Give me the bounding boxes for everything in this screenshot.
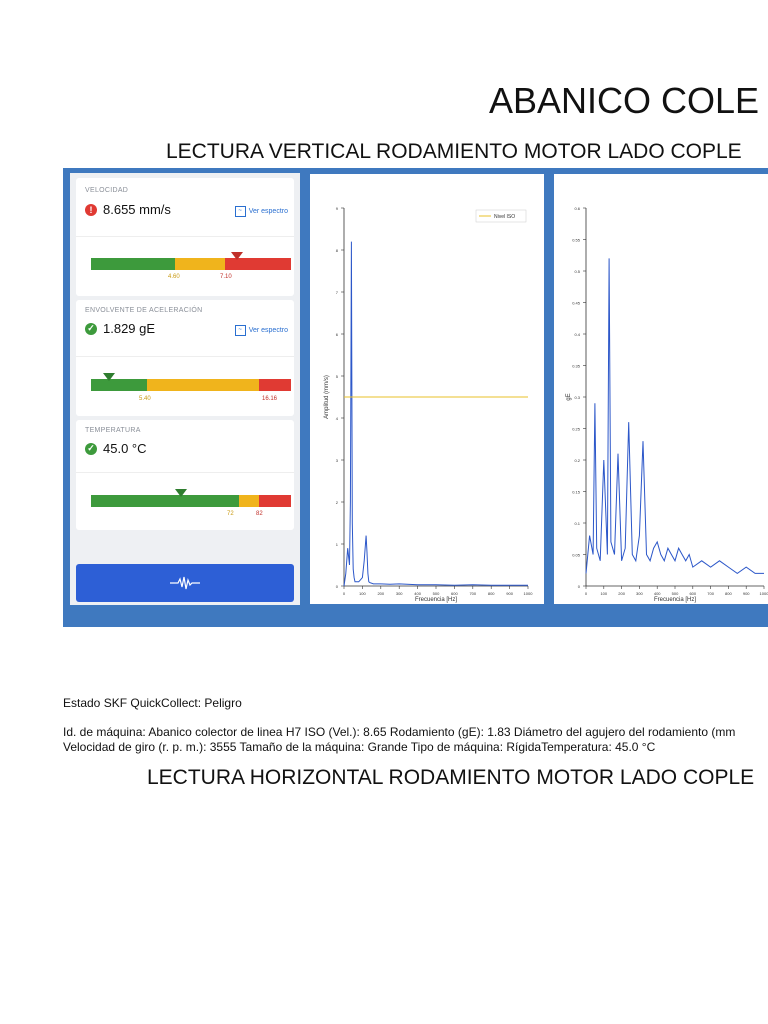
velocity-value: 8.655 mm/s — [103, 202, 171, 217]
spectrum-icon: ~ — [235, 325, 246, 336]
divider — [76, 472, 294, 473]
x-tick-label: 0 — [584, 591, 588, 596]
alert-icon: ! — [85, 204, 97, 216]
status-line: Estado SKF QuickCollect: Peligro — [63, 696, 242, 710]
y-tick-label: 0.25 — [572, 426, 580, 432]
x-tick-label: 100 — [600, 591, 608, 596]
app-panel — [70, 173, 300, 605]
y-tick-label: 0.45 — [572, 300, 580, 306]
temperature-threshold-low: 72 — [227, 511, 234, 517]
envelope-value: 1.829 gE — [103, 321, 156, 336]
spectrum-line — [586, 258, 764, 573]
check-icon: ✓ — [85, 443, 97, 455]
x-tick-label: 600 — [451, 591, 458, 596]
temperature-value: 45.0 °C — [103, 441, 147, 456]
page-title: ABANICO COLE — [489, 80, 760, 121]
x-tick-label: 800 — [487, 591, 495, 596]
envelope-gauge-bar — [91, 379, 291, 391]
y-tick-label: 0.4 — [574, 332, 580, 337]
divider — [76, 236, 294, 237]
velocity-spectrum-link[interactable] — [235, 206, 288, 217]
envelope-threshold-low: 5.40 — [139, 396, 151, 402]
envelope-spectrum-link[interactable] — [235, 325, 288, 336]
y-tick-label: 0.5 — [574, 269, 580, 274]
divider — [76, 356, 294, 357]
y-tick-label: 0.6 — [574, 206, 580, 211]
y-tick-label: 2 — [335, 500, 338, 505]
velocity-threshold-high: 7.10 — [220, 274, 232, 280]
y-tick-label: 0.35 — [572, 363, 580, 369]
spectrum-icon: ~ — [235, 206, 246, 217]
y-tick-label: 9 — [335, 206, 338, 211]
envelope-label: ENVOLVENTE DE ACELERACIÓN — [85, 307, 203, 314]
x-tick-label: 600 — [689, 591, 697, 596]
spectrum-line — [344, 242, 528, 586]
section-title-vertical: LECTURA VERTICAL RODAMIENTO MOTOR LADO COPLE — [166, 140, 742, 163]
velocity-threshold-low: 4.60 — [168, 274, 180, 280]
envelope-marker — [103, 373, 115, 381]
x-tick-label: 100 — [359, 591, 366, 596]
temperature-marker — [175, 489, 187, 497]
x-tick-label: 200 — [377, 591, 385, 596]
y-tick-label: 0.55 — [572, 237, 580, 243]
temperature-gauge-bar — [91, 495, 291, 507]
legend-label: Nivel ISO — [494, 214, 516, 220]
screenshot-frame — [63, 168, 768, 627]
waveform-icon — [170, 575, 200, 591]
y-tick-label: 0.05 — [572, 552, 580, 558]
velocity-spectrum-chart — [310, 174, 544, 604]
x-tick-label: 900 — [742, 591, 750, 596]
y-tick-label: 6 — [335, 332, 338, 337]
envelope-reading — [85, 321, 155, 336]
y-tick-label: 5 — [335, 374, 338, 379]
x-tick-label: 1000 — [523, 591, 533, 596]
section-title-horizontal: LECTURA HORIZONTAL RODAMIENTO MOTOR LADO COPLE — [147, 766, 755, 789]
details-line-1: Id. de máquina: Abanico colector de linea H7 ISO (Vel.): 8.65 Rodamiento (gE): 1.83 Diámetro del agujero del rodamiento (mm — [63, 725, 736, 739]
velocity-reading — [85, 202, 171, 217]
temperature-threshold-high: 82 — [256, 511, 263, 517]
x-tick-label: 500 — [671, 591, 679, 596]
y-tick-label: 0.2 — [574, 458, 580, 463]
velocity-link-label: Ver espectro — [248, 208, 288, 215]
velocity-marker — [231, 252, 243, 260]
x-tick-label: 700 — [469, 591, 477, 596]
x-axis-label: Frecuencia [Hz] — [653, 597, 697, 603]
y-tick-label: 7 — [335, 290, 338, 295]
x-tick-label: 400 — [653, 591, 661, 596]
waveform-button[interactable] — [76, 564, 294, 602]
y-axis-label: Amplitud (mm/s) — [324, 375, 330, 419]
temperature-reading — [85, 441, 147, 456]
details-line-2: Velocidad de giro (r. p. m.): 3555 Tamaño de la máquina: Grande Tipo de máquina: RígidaTemperatura: 45.0 °C — [63, 740, 656, 754]
x-tick-label: 300 — [395, 591, 403, 596]
x-tick-label: 900 — [506, 591, 513, 596]
velocity-label: VELOCIDAD — [85, 187, 129, 194]
envelope-link-label: Ver espectro — [248, 327, 288, 334]
y-tick-label: 0.3 — [574, 395, 580, 400]
velocity-spectrum-svg — [310, 174, 544, 604]
y-tick-label: 0 — [335, 584, 338, 589]
y-tick-label: 0.1 — [574, 521, 580, 526]
temperature-label: TEMPERATURA — [85, 427, 141, 434]
x-tick-label: 700 — [707, 591, 714, 596]
velocity-card[interactable] — [76, 178, 294, 296]
temperature-card[interactable] — [76, 420, 294, 530]
y-tick-label: 0.15 — [572, 489, 580, 495]
y-tick-label: 4 — [335, 416, 338, 421]
envelope-threshold-high: 16.16 — [262, 396, 278, 402]
x-tick-label: 200 — [618, 591, 625, 596]
envelope-card[interactable] — [76, 300, 294, 416]
velocity-gauge-bar — [91, 258, 291, 270]
x-tick-label: 0 — [342, 591, 346, 596]
x-tick-label: 500 — [432, 591, 440, 596]
x-tick-label: 300 — [636, 591, 643, 596]
legend — [476, 210, 526, 222]
envelope-spectrum-chart — [554, 174, 768, 604]
x-axis-label: Frecuencia [Hz] — [414, 597, 458, 603]
y-axis-label: gE — [566, 393, 572, 401]
y-tick-label: 8 — [335, 248, 338, 253]
y-tick-label: 0 — [577, 584, 580, 589]
x-tick-label: 400 — [414, 591, 421, 596]
y-tick-label: 3 — [335, 458, 338, 463]
envelope-spectrum-svg — [554, 174, 768, 604]
y-tick-label: 1 — [335, 542, 338, 547]
check-icon: ✓ — [85, 323, 97, 335]
x-tick-label: 800 — [725, 591, 732, 596]
x-tick-label: 1000 — [759, 591, 768, 596]
